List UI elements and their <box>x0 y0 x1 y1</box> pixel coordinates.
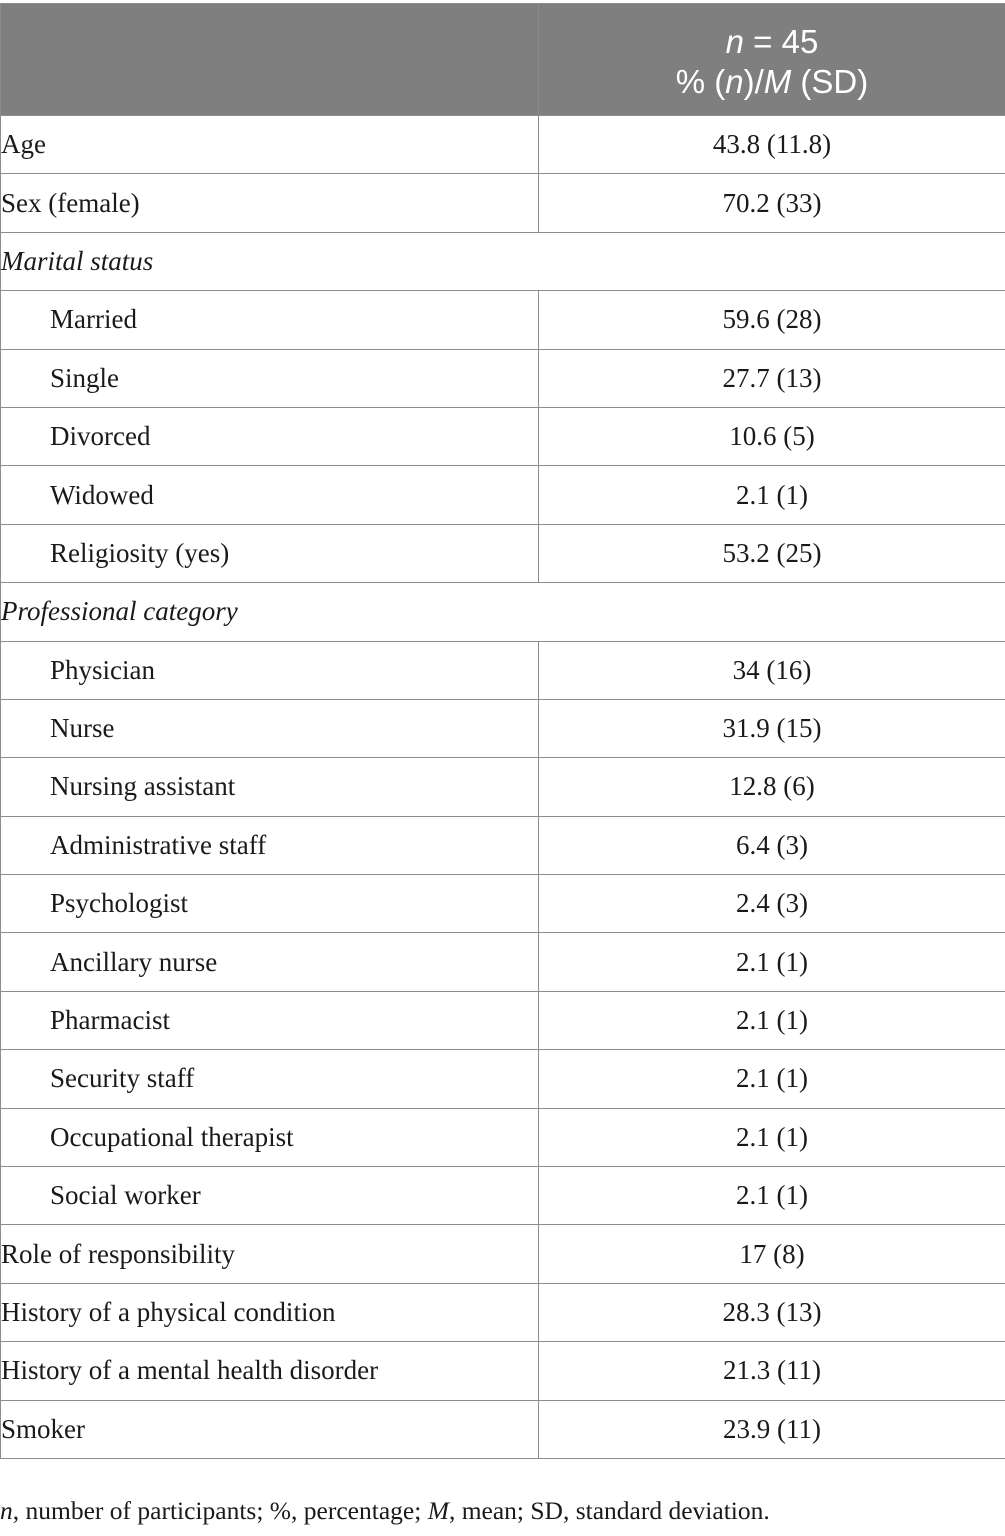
row-value: 6.4 (3) <box>539 816 1005 874</box>
row-label: Physician <box>1 641 539 699</box>
table-row <box>1 1400 1005 1458</box>
table-row <box>1 991 1005 1049</box>
table-row <box>1 466 1005 524</box>
row-value: 43.8 (11.8) <box>539 116 1005 174</box>
row-value: 34 (16) <box>539 641 1005 699</box>
row-label: Occupational therapist <box>1 1108 539 1166</box>
row-value: 70.2 (33) <box>539 174 1005 232</box>
section-row <box>1 583 1005 641</box>
table-footnote <box>0 1498 770 1524</box>
row-label: History of a mental health disorder <box>1 1342 539 1400</box>
table-header <box>1 4 1005 116</box>
row-value: 28.3 (13) <box>539 1283 1005 1341</box>
table-row <box>1 407 1005 465</box>
footnote-text-2: , mean; SD, standard deviation. <box>448 1496 770 1525</box>
row-value: 12.8 (6) <box>539 758 1005 816</box>
row-value: 2.1 (1) <box>539 1050 1005 1108</box>
table-row <box>1 1050 1005 1108</box>
row-label: Role of responsibility <box>1 1225 539 1283</box>
table-row <box>1 875 1005 933</box>
footnote-text-1: , number of participants; %, percentage; <box>12 1496 428 1525</box>
row-value: 2.4 (3) <box>539 875 1005 933</box>
row-label: Social worker <box>1 1167 539 1225</box>
row-label: Pharmacist <box>1 991 539 1049</box>
row-value: 31.9 (15) <box>539 699 1005 757</box>
row-value: 2.1 (1) <box>539 991 1005 1049</box>
row-value: 23.9 (11) <box>539 1400 1005 1458</box>
header-n-italic: n <box>725 62 744 100</box>
row-value: 27.7 (13) <box>539 349 1005 407</box>
row-value: 53.2 (25) <box>539 524 1005 582</box>
header-sample-size <box>539 22 1005 62</box>
header-cell-variable <box>1 4 539 116</box>
row-label: Married <box>1 291 539 349</box>
table-row <box>1 1283 1005 1341</box>
table-row <box>1 699 1005 757</box>
row-label: Divorced <box>1 407 539 465</box>
row-value: 2.1 (1) <box>539 466 1005 524</box>
table-body <box>1 116 1005 1459</box>
row-value: 59.6 (28) <box>539 291 1005 349</box>
table-row <box>1 1167 1005 1225</box>
section-row <box>1 232 1005 290</box>
row-label: Nurse <box>1 699 539 757</box>
table-row <box>1 291 1005 349</box>
demographics-table <box>0 3 1005 1459</box>
table-row <box>1 816 1005 874</box>
footnote-n-symbol: n <box>0 1496 13 1525</box>
table-row <box>1 174 1005 232</box>
row-label: Religiosity (yes) <box>1 524 539 582</box>
header-n-value: = 45 <box>744 22 819 60</box>
row-value: 2.1 (1) <box>539 933 1005 991</box>
header-m-italic: M <box>763 62 792 100</box>
row-label: Smoker <box>1 1400 539 1458</box>
row-value: 10.6 (5) <box>539 407 1005 465</box>
section-heading-professional-category: Professional category <box>1 583 1005 641</box>
table-row <box>1 524 1005 582</box>
row-label: Psychologist <box>1 875 539 933</box>
header-statistic-format <box>539 62 1005 102</box>
row-label: Nursing assistant <box>1 758 539 816</box>
table-row <box>1 1342 1005 1400</box>
footnote-m-symbol: M <box>427 1496 449 1525</box>
row-label: Ancillary nurse <box>1 933 539 991</box>
row-label: Sex (female) <box>1 174 539 232</box>
row-value: 17 (8) <box>539 1225 1005 1283</box>
table-row <box>1 933 1005 991</box>
table-row <box>1 349 1005 407</box>
row-label: Age <box>1 116 539 174</box>
header-sd: (SD) <box>791 62 869 100</box>
table-row <box>1 1108 1005 1166</box>
row-value: 2.1 (1) <box>539 1108 1005 1166</box>
header-pct: % ( <box>675 62 726 100</box>
row-label: History of a physical condition <box>1 1283 539 1341</box>
section-heading-marital-status: Marital status <box>1 232 1005 290</box>
row-label: Single <box>1 349 539 407</box>
row-value: 2.1 (1) <box>539 1167 1005 1225</box>
row-value: 21.3 (11) <box>539 1342 1005 1400</box>
table-row <box>1 641 1005 699</box>
header-row <box>1 4 1005 116</box>
table-row <box>1 758 1005 816</box>
table-row <box>1 116 1005 174</box>
header-cell-statistic <box>539 4 1005 116</box>
row-label: Widowed <box>1 466 539 524</box>
header-n-symbol: n <box>725 22 745 60</box>
row-label: Administrative staff <box>1 816 539 874</box>
header-sep: )/ <box>743 62 764 100</box>
table-row <box>1 1225 1005 1283</box>
row-label: Security staff <box>1 1050 539 1108</box>
